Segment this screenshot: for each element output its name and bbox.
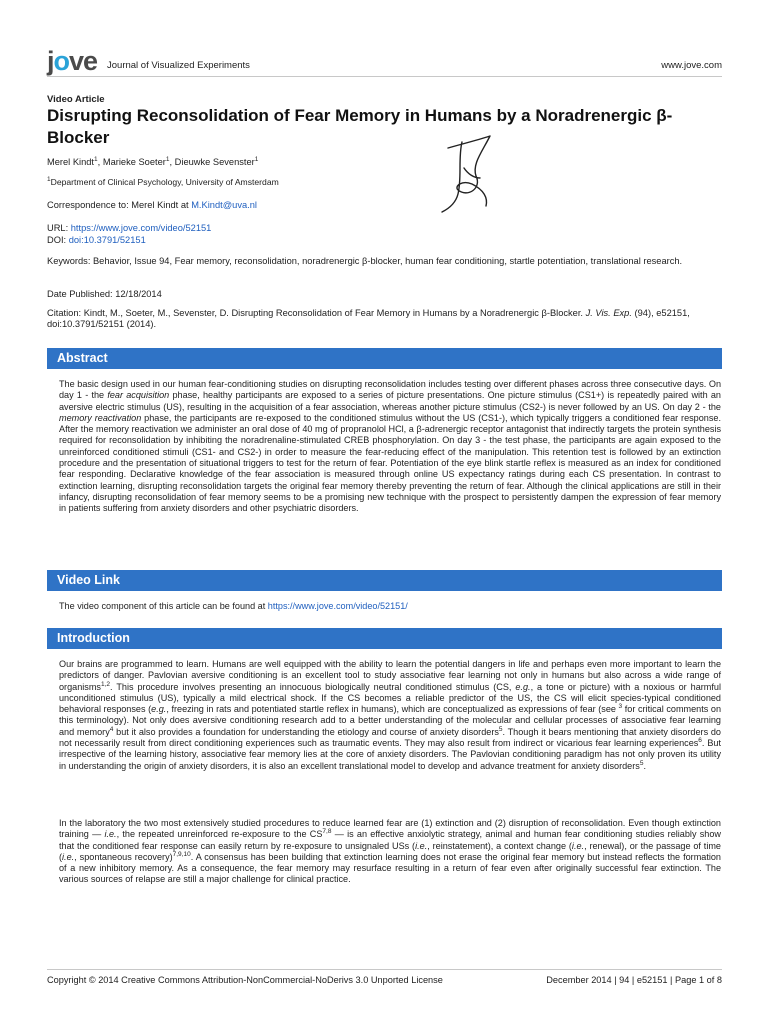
citation: Citation: Kindt, M., Soeter, M., Sevenster, D. Disrupting Reconsolidation of Fear Memory in Humans by a Noradrenergic β-Blocker. J. Vis. Exp. (94), e52151, doi:10.3791/52151 (2014). xyxy=(47,308,690,329)
abstract-text: The basic design used in our human fear-conditioning studies on disrupting reconsolidation includes testing over different phases across three consecutive days. On day 1 - the fear acquisition phase, healthy participants are exposed to a series of picture presentations. One picture stimulus (CS1+) is repeatedly paired with an aversive electric stimulus (US), resulting in the acquisition of a fear association, whereas another picture stimulus (CS2-) is never followed by an US. On day 2 - the memory reactivation phase, the participants are re-exposed to the conditioned stimulus without the US (CS1-), which typically triggers a conditioned fear response. After the memory reactivation we administer an oral dose of 40 mg of propranolol HCl, a β-adrenergic receptor antagonist that indirectly targets the protein synthesis required for reconsolidation by inhibiting the noradrenaline-stimulated CREB phosphorylation. On day 3 - the test phase, the participants are again exposed to the unreinforced conditioned stimuli (CS1- and CS2-) in order to measure the fear-reducing effect of the manipulation. This retention test is followed by an extinction procedure and the presentation of situational triggers to test for the return of fear. Potentiation of the eye blink startle reflex is measured as an index for conditioned fear responding. Declarative knowledge of the fear association is measured through online US expectancy ratings during each CS presentation. In contrast to extinction learning, disrupting reconsolidation targets the original fear memory thereby preventing the return of fear. Although the clinical applications are still in their infancy, disrupting reconsolidation of fear memory seems to be a promising new technique with the prospect to persistently dampen the expression of fear memory in patients suffering from anxiety disorders and other psychiatric disorders. xyxy=(59,379,721,514)
video-link-text: The video component of this article can be found at https://www.jove.com/video/52151/ xyxy=(59,601,408,611)
footer-copyright: Copyright © 2014 Creative Commons Attribution-NonCommercial-NoDerivs 3.0 Unported License xyxy=(47,975,443,985)
article-doi: DOI: doi:10.3791/52151 xyxy=(47,235,146,245)
site-url[interactable]: www.jove.com xyxy=(661,60,722,71)
logo-letters-ve: ve xyxy=(69,46,98,76)
footer-divider xyxy=(47,969,722,970)
footer-page-info: December 2014 | 94 | e52151 | Page 1 of 8 xyxy=(546,975,722,985)
section-video-link-header: Video Link xyxy=(47,570,722,591)
page-header xyxy=(47,46,722,77)
article-type: Video Article xyxy=(47,94,105,105)
authors: Merel Kindt$^1$, Marieke Soeter$^1$, Dieuwke Sevenster$^1$ xyxy=(47,155,259,167)
email-link[interactable]: M.Kindt@uva.nl xyxy=(191,200,257,210)
date-published: Date Published: 12/18/2014 xyxy=(47,289,162,299)
introduction-paragraph-2: In the laboratory the two most extensively studied procedures to reduce learned fear are (1) extinction and (2) disruption of reconsolidation. Even though extinction training — i.e., the repeated unreinforced re-exposure to the CS$^{7,8}$ — is an effective anxiolytic strategy, animal and human fear conditioning studies reliably show that the conditioned fear response can easily return by re-exposure to unsignaled USs (i.e., reinstatement), a context change (i.e., renewal), or the passage of time (i.e., spontaneous recovery)$^{7,9,10}$. A consensus has been building that extinction learning does not erase the original fear memory but instead reflects the formation of a new inhibitory memory. As a consequence, the fear memory may resurface resulting in a return of fear even after originally successful fear extinction. The various sources of relapse are still a major challenge for clinical practice. xyxy=(59,818,721,885)
article-url: URL: https://www.jove.com/video/52151 xyxy=(47,223,212,233)
section-abstract-header: Abstract xyxy=(47,348,722,369)
correspondence: Correspondence to: Merel Kindt at M.Kindt@uva.nl xyxy=(47,200,257,210)
journal-name: Journal of Visualized Experiments xyxy=(107,60,250,71)
url-link[interactable]: https://www.jove.com/video/52151 xyxy=(70,223,212,233)
logo-letter-o: o xyxy=(53,46,70,76)
doi-link[interactable]: doi:10.3791/52151 xyxy=(68,235,146,245)
logo-letter-j: j xyxy=(47,46,54,76)
signature-image xyxy=(428,128,508,218)
affiliation: $^1$Department of Clinical Psychology, University of Amsterdam xyxy=(47,176,279,187)
keywords: Keywords: Behavior, Issue 94, Fear memory, reconsolidation, noradrenergic β-blocker, human fear conditioning, startle potentiation, translational research. xyxy=(47,256,683,266)
section-introduction-header: Introduction xyxy=(47,628,722,649)
article-title: Disrupting Reconsolidation of Fear Memory in Humans by a Noradrenergic β-Blocker xyxy=(47,106,673,147)
introduction-paragraph-1: Our brains are programmed to learn. Humans are well equipped with the ability to learn the potential dangers in life and perhaps even more important to learn the predictors of danger. Pavlovian aversive conditioning is an excellent tool to study associative fear learning not only in humans but also across a wide range of organisms$^{1,2}$. This procedure involves presenting an innocuous biologically neutral conditioned stimulus (CS, e.g., a tone or picture) with a noxious or harmful unconditioned stimulus (US), typically a mild electrical shock. If the CS becomes a reliable predictor of the US, the CS will elicit species-typical conditioned behavioral responses (e.g., freezing in rats and potentiated startle reflex in humans), which are conceptualized as expressions of fear (see $^3$ for critical comments on this terminology). Not only does aversive conditioning research add to a better understanding of the molecular and cellular processes of associative fear learning and memory$^4$ but it also provides a foundation for understanding the etiology and course of anxiety disorders$^5$. Though it bears mentioning that anxiety disorders do not necessarily result from direct conditioning experiences such as traumatic events. They may also result from indirect or vicarious fear learning experiences$^6$. But irrespective of the learning history, associative fear memory lies at the core of anxiety disorders. The Pavlovian conditioning paradigm has not only proven its utility in understanding the origin of anxiety disorders, it is also an excellent translational model to develop and advance treatment for anxiety disorders$^5$. xyxy=(59,659,722,771)
video-link[interactable]: https://www.jove.com/video/52151/ xyxy=(267,601,408,611)
jove-logo[interactable] xyxy=(47,46,97,76)
